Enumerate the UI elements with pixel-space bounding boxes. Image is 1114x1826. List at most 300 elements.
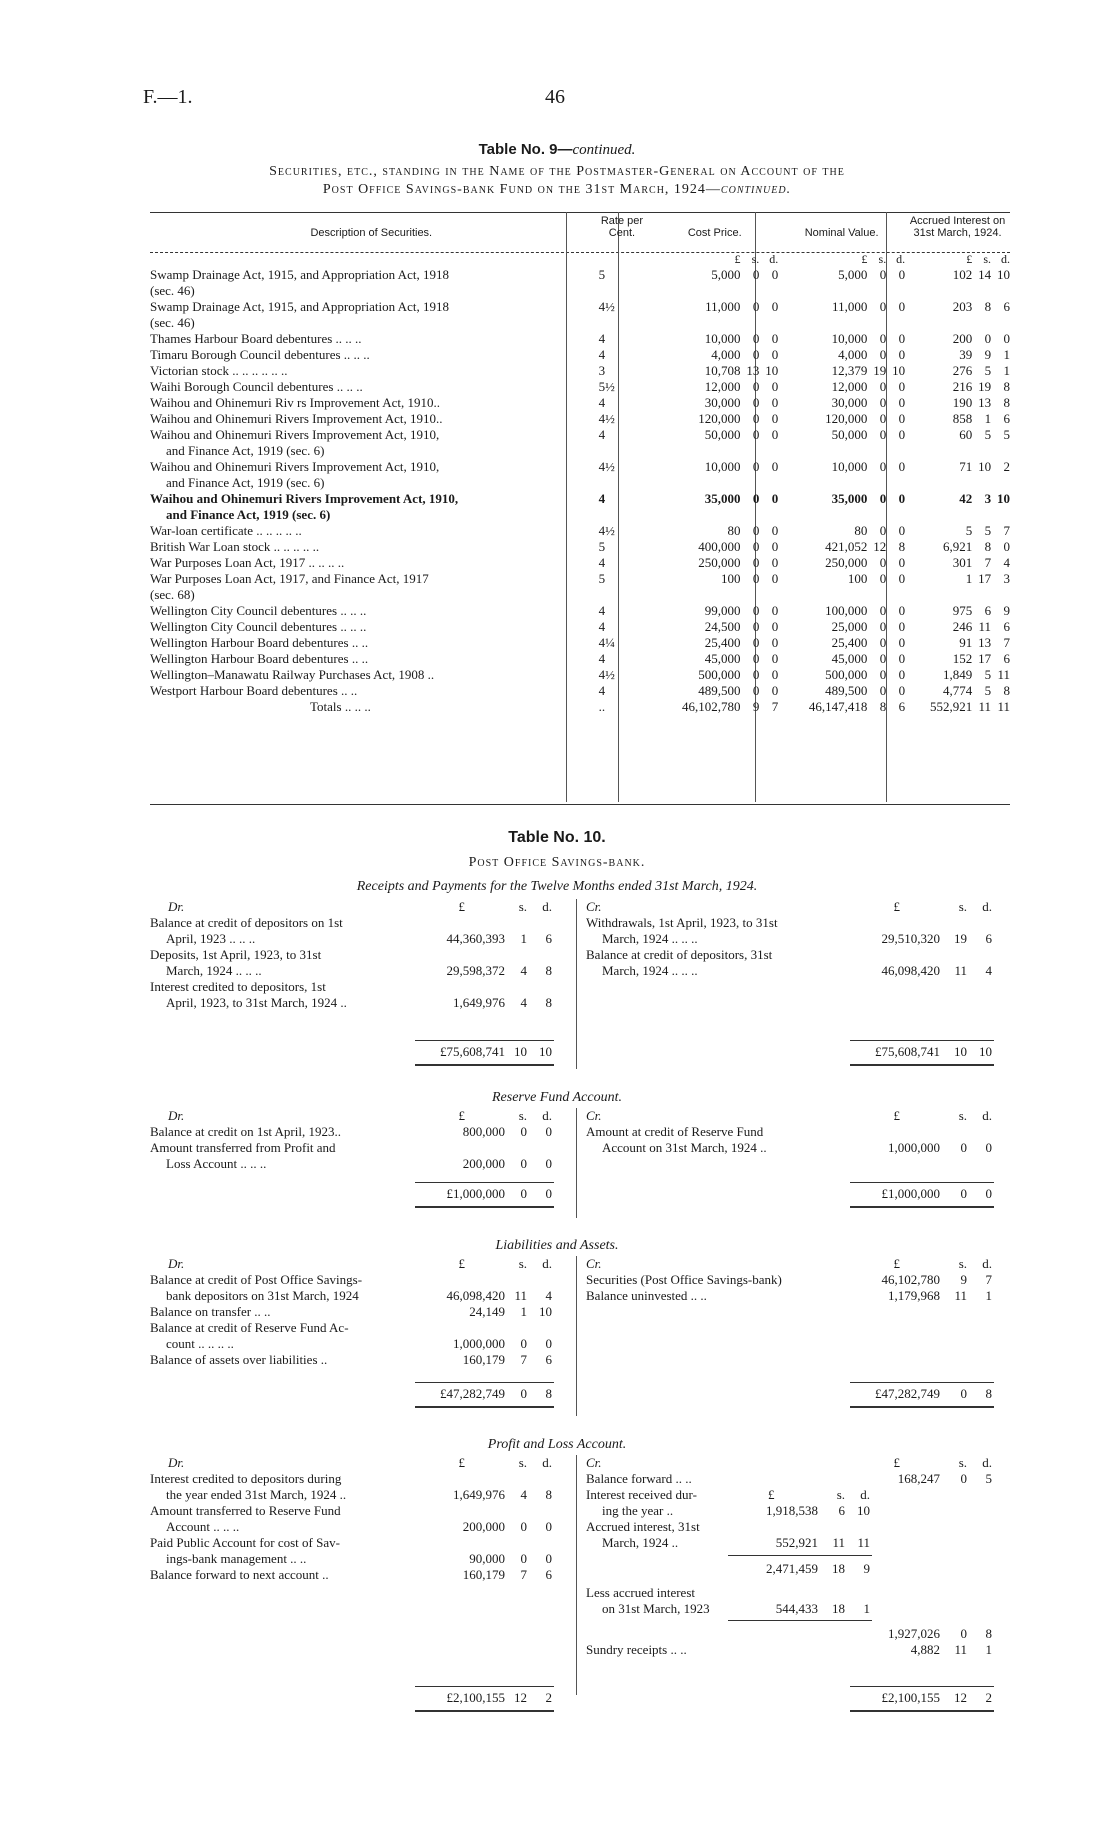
total-top-rule: [850, 1686, 994, 1687]
entry-label: bank depositors on 31st March, 1924: [166, 1288, 359, 1303]
cell-s: 0: [752, 619, 760, 634]
entry-label: Account .. .. ..: [166, 1519, 240, 1534]
cell-s: 10: [978, 459, 992, 474]
security-row: [150, 331, 1010, 347]
cell-nv: 500,000: [825, 667, 868, 682]
col-cost-header: Cost Price.: [687, 227, 742, 239]
unit-pound: £: [458, 1455, 465, 1470]
entry-pence: 6: [545, 1567, 552, 1582]
security-desc: Waihou and Ohinemuri Rivers Improvement Act, 1910, and Finance Act, 1919 (sec. 6): [150, 491, 459, 522]
entry-amount: 160,179: [462, 1567, 505, 1582]
col-nominal-header: Nominal Value.: [804, 227, 879, 239]
security-desc: Victorian stock .. .. .. .. .. ..: [150, 363, 288, 378]
subtotal-amount: 2,471,459: [766, 1561, 818, 1576]
cell-rate: 4: [598, 555, 606, 570]
total-pence: 2: [545, 1690, 552, 1705]
entry-shillings: 6: [838, 1503, 845, 1518]
cell-ai: 60: [959, 427, 973, 442]
cell-cp: 10,000: [704, 331, 741, 346]
cell-d: 0: [771, 635, 779, 650]
cell-rate: 5: [598, 539, 606, 554]
col-rate-header: Rate per Cent.: [600, 215, 644, 239]
total-top-rule: [415, 1686, 554, 1687]
unit-s: s.: [958, 1256, 967, 1271]
entry-amount: 1,927,026: [888, 1626, 940, 1641]
entry-shillings: 11: [954, 1288, 967, 1303]
security-row: [150, 667, 1010, 683]
table10-title: Table No. 10.: [508, 829, 606, 846]
col-accrued-header: Accrued Interest on 31st March, 1924.: [909, 215, 1006, 239]
cell-d: 0: [771, 459, 779, 474]
cell-s: 0: [879, 267, 887, 282]
total-amount: £2,100,155: [881, 1690, 940, 1705]
cell-cp: 99,000: [704, 603, 741, 618]
cell-d: 0: [771, 539, 779, 554]
cell-d: 0: [771, 331, 779, 346]
cell-ai: 1: [965, 571, 973, 586]
total-pence: 0: [545, 1186, 552, 1201]
cell-s: 9: [984, 347, 992, 362]
cell-nv: 250,000: [825, 555, 868, 570]
entry-pence: 6: [985, 931, 992, 946]
entry-label: Deposits, 1st April, 1923, to 31st: [150, 947, 322, 962]
entry-label: Amount transferred from Profit and: [150, 1140, 336, 1155]
cell-nv: 100: [847, 571, 868, 586]
cell-s: 0: [879, 491, 887, 506]
entry-pence: 10: [857, 1503, 870, 1518]
entry-label: Interest received dur-: [586, 1487, 697, 1502]
cell-ai: 276: [952, 363, 973, 378]
total-pence: 0: [985, 1186, 992, 1201]
total-amount: £47,282,749: [875, 1386, 940, 1401]
cell-s: 0: [752, 427, 760, 442]
total-pence: 8: [985, 1386, 992, 1401]
total-shillings: 10: [514, 1044, 527, 1059]
cell-s: 19: [873, 363, 887, 378]
cell-nv: 50,000: [831, 427, 868, 442]
cell-rate: 4: [598, 683, 606, 698]
column-divider: [576, 899, 577, 1069]
cell-d: 0: [771, 347, 779, 362]
cell-d: 0: [898, 299, 906, 314]
cell-s: 5: [984, 683, 992, 698]
cell-s: 0: [752, 331, 760, 346]
cell-s: 0: [984, 331, 992, 346]
entry-amount: 552,921: [775, 1535, 818, 1550]
cell-d: 0: [771, 619, 779, 634]
security-desc: Waihou and Ohinemuri Rivers Improvement Act, 1910, and Finance Act, 1919 (sec. 6): [150, 459, 440, 490]
entry-shillings: 4: [520, 963, 527, 978]
cell-d: 0: [771, 379, 779, 394]
table9-title: Table No. 9—continued.: [478, 141, 636, 158]
cell-cp: 24,500: [704, 619, 741, 634]
unit-pound: £: [458, 1256, 465, 1271]
entry-label: Balance of assets over liabilities ..: [150, 1352, 328, 1367]
table9-top-rule: [150, 212, 1010, 213]
cell-rate: 4: [598, 619, 606, 634]
total-bottom-rule: [850, 1710, 994, 1712]
totals-accrued-d: 11: [997, 699, 1010, 714]
entry-amount: 800,000: [462, 1124, 505, 1139]
cell-cp: 12,000: [704, 379, 741, 394]
total-bottom-rule: [850, 1064, 994, 1066]
receipts-payments-caption: Receipts and Payments for the Twelve Months ended 31st March, 1924.: [356, 879, 758, 894]
entry-label: ing the year ..: [602, 1503, 674, 1518]
cell-ai: 203: [952, 299, 973, 314]
cell-cp: 400,000: [698, 539, 741, 554]
unit-d: d.: [982, 1256, 992, 1271]
entry-amount: 1,649,976: [453, 995, 505, 1010]
cell-rate: 4½: [598, 459, 615, 474]
dr-label: Dr.: [168, 1455, 185, 1470]
cell-s: 0: [752, 683, 760, 698]
security-row: [150, 427, 1010, 459]
cell-d: 0: [898, 635, 906, 650]
entry-pence: 0: [545, 1519, 552, 1534]
entry-pence: 8: [545, 1487, 552, 1502]
cell-ai: 190: [952, 395, 973, 410]
unit-d: d.: [982, 1455, 992, 1470]
profit-loss-caption: Profit and Loss Account.: [487, 1437, 627, 1452]
entry-shillings: 0: [520, 1156, 527, 1171]
entry-label: Balance forward to next account ..: [150, 1567, 329, 1582]
dr-label: Dr.: [168, 1256, 185, 1271]
entry-shillings: 0: [520, 1124, 527, 1139]
cell-s: 8: [984, 299, 992, 314]
cell-s: 0: [752, 347, 760, 362]
cell-s: 0: [752, 299, 760, 314]
unit-s: s.: [836, 1487, 845, 1502]
entry-amount: 29,510,320: [881, 931, 940, 946]
cell-ai: 1,849: [942, 667, 973, 682]
entry-amount: 1,000,000: [453, 1336, 505, 1351]
unit-d: d.: [769, 252, 779, 266]
cell-s: 0: [752, 651, 760, 666]
unit-pound: £: [893, 1455, 900, 1470]
security-row: [150, 363, 1010, 379]
cell-rate: 4: [598, 347, 606, 362]
cell-ai: 858: [952, 411, 973, 426]
unit-pound: £: [893, 1256, 900, 1271]
entry-label: Amount transferred to Reserve Fund: [150, 1503, 341, 1518]
cell-nv: 4,000: [838, 347, 868, 362]
total-shillings: 0: [960, 1386, 967, 1401]
cell-s: 1: [984, 411, 992, 426]
cell-s: 5: [984, 523, 992, 538]
cell-d: 0: [898, 459, 906, 474]
securities-table: [150, 215, 1010, 715]
entry-amount: 90,000: [469, 1551, 505, 1566]
total-bottom-rule: [415, 1406, 554, 1408]
cell-cp: 120,000: [698, 411, 741, 426]
cell-ai: 200: [952, 331, 973, 346]
cell-d: 0: [771, 555, 779, 570]
column-divider: [576, 1256, 577, 1416]
col-desc-header: Description of Securities.: [310, 227, 433, 239]
entry-shillings: 7: [520, 1567, 527, 1582]
cell-rate: 5: [598, 267, 606, 282]
document-ref: F.—1.: [143, 86, 193, 108]
security-desc: Swamp Drainage Act, 1915, and Appropriation Act, 1918 (sec. 46): [150, 267, 449, 298]
security-desc: War Purposes Loan Act, 1917, and Finance Act, 1917 (sec. 68): [150, 571, 429, 602]
cell-d: 8: [1003, 395, 1010, 410]
reserve-caption: Reserve Fund Account.: [492, 1090, 622, 1105]
cell-s: 0: [752, 379, 760, 394]
dr-label: Dr.: [168, 899, 185, 914]
cell-d: 0: [898, 571, 906, 586]
entry-shillings: 11: [832, 1535, 845, 1550]
entry-shillings: 4: [520, 1487, 527, 1502]
entry-label: on 31st March, 1923: [602, 1601, 710, 1616]
cell-cp: 489,500: [698, 683, 741, 698]
cell-cp: 50,000: [704, 427, 741, 442]
total-shillings: 10: [954, 1044, 967, 1059]
entry-shillings: 4: [520, 995, 527, 1010]
entry-shillings: 11: [954, 1642, 967, 1657]
security-row: [150, 411, 1010, 427]
total-top-rule: [415, 1182, 554, 1183]
cell-ai: 975: [952, 603, 973, 618]
cell-d: 0: [771, 411, 779, 426]
unit-s: s.: [518, 1455, 527, 1470]
entry-amount: 1,918,538: [766, 1503, 818, 1518]
entry-pence: 0: [545, 1124, 552, 1139]
cell-d: 0: [771, 299, 779, 314]
unit-d: d.: [982, 899, 992, 914]
cell-s: 0: [752, 523, 760, 538]
totals-cost: 46,102,780: [681, 699, 741, 714]
security-row: [150, 395, 1010, 411]
cell-d: 0: [771, 667, 779, 682]
entry-shillings: 19: [954, 931, 967, 946]
cell-ai: 42: [959, 491, 973, 506]
cell-d: 0: [771, 427, 779, 442]
total-top-rule: [850, 1182, 994, 1183]
cell-d: 10: [997, 267, 1010, 282]
entry-pence: 4: [545, 1288, 552, 1303]
total-amount: £1,000,000: [446, 1186, 505, 1201]
entry-amount: 24,149: [469, 1304, 505, 1319]
cell-d: 0: [771, 523, 779, 538]
entry-shillings: 1: [520, 931, 527, 946]
cr-label: Cr.: [586, 1455, 602, 1470]
entry-pence: 0: [545, 1551, 552, 1566]
cell-d: 0: [771, 395, 779, 410]
entry-pence: 6: [545, 931, 552, 946]
cell-d: 0: [771, 571, 779, 586]
dr-label: Dr.: [168, 1108, 185, 1123]
unit-d: d.: [542, 1256, 552, 1271]
cell-d: 0: [898, 267, 906, 282]
entry-pence: 8: [545, 963, 552, 978]
cell-rate: 4: [598, 603, 606, 618]
cell-s: 0: [879, 427, 887, 442]
cell-d: 0: [898, 555, 906, 570]
cell-d: 0: [1003, 539, 1010, 554]
unit-s: s.: [518, 1108, 527, 1123]
unit-s: s.: [958, 899, 967, 914]
cell-s: 13: [978, 395, 992, 410]
totals-rate: ..: [598, 699, 606, 714]
cell-nv: 45,000: [831, 651, 868, 666]
total-bottom-rule: [415, 1064, 554, 1066]
total-pence: 10: [539, 1044, 552, 1059]
subtotal-rule: [728, 1555, 872, 1556]
total-amount: £2,100,155: [446, 1690, 505, 1705]
security-desc: Waihou and Ohinemuri Rivers Improvement Act, 1910, and Finance Act, 1919 (sec. 6): [150, 427, 440, 458]
cell-s: 0: [879, 523, 887, 538]
cell-rate: 4½: [598, 667, 615, 682]
unit-s: s.: [878, 252, 887, 266]
cell-s: 0: [879, 619, 887, 634]
entry-pence: 10: [539, 1304, 552, 1319]
entry-pence: 0: [985, 1140, 992, 1155]
cell-rate: 4½: [598, 411, 615, 426]
cell-d: 0: [898, 683, 906, 698]
unit-pound: £: [893, 1108, 900, 1123]
cell-s: 14: [978, 267, 992, 282]
cell-nv: 421,052: [825, 539, 868, 554]
total-pence: 2: [985, 1690, 992, 1705]
security-desc: British War Loan stock .. .. .. .. ..: [150, 539, 320, 554]
cell-s: 3: [984, 491, 992, 506]
cell-rate: 4½: [598, 299, 615, 314]
entry-label: Balance on transfer .. ..: [150, 1304, 271, 1319]
entry-shillings: 0: [960, 1140, 967, 1155]
total-shillings: 0: [960, 1186, 967, 1201]
entry-label: March, 1924 ..: [602, 1535, 679, 1550]
cell-cp: 11,000: [705, 299, 741, 314]
entry-amount: 4,882: [910, 1642, 940, 1657]
total-bottom-rule: [415, 1710, 554, 1712]
entry-label: April, 1923, to 31st March, 1924 ..: [166, 995, 347, 1010]
cell-s: 13: [746, 363, 760, 378]
cell-s: 0: [752, 571, 760, 586]
cell-cp: 10,000: [704, 459, 741, 474]
entry-shillings: 11: [514, 1288, 527, 1303]
cell-rate: 4: [598, 427, 606, 442]
cell-s: 0: [879, 331, 887, 346]
cell-nv: 5,000: [838, 267, 868, 282]
totals-cost-s: 9: [752, 699, 760, 714]
total-bottom-rule: [850, 1406, 994, 1408]
cell-d: 0: [1003, 331, 1010, 346]
cell-rate: 4: [598, 651, 606, 666]
table9-bottom-rule: [150, 804, 1010, 805]
cell-nv: 35,000: [831, 491, 868, 506]
entry-pence: 7: [985, 1272, 992, 1287]
unit-pound: £: [768, 1487, 775, 1502]
cell-d: 7: [1003, 523, 1010, 538]
cell-d: 6: [1003, 651, 1010, 666]
entry-label: Balance at credit of depositors on 1st: [150, 915, 343, 930]
cell-s: 5: [984, 667, 992, 682]
cell-nv: 30,000: [831, 395, 868, 410]
cell-s: 0: [752, 555, 760, 570]
cell-cp: 35,000: [704, 491, 741, 506]
table9-header-row: [150, 215, 1010, 251]
cell-rate: 4: [598, 331, 606, 346]
security-row: [150, 299, 1010, 331]
cell-cp: 250,000: [698, 555, 741, 570]
unit-s: s.: [518, 899, 527, 914]
cell-d: 5: [1003, 427, 1010, 442]
entry-label: Sundry receipts .. ..: [586, 1642, 687, 1657]
cell-cp: 500,000: [698, 667, 741, 682]
cell-nv: 10,000: [831, 459, 868, 474]
entry-amount: 1,179,968: [888, 1288, 940, 1303]
unit-pound: £: [734, 252, 741, 266]
entry-label: Loss Account .. .. ..: [166, 1156, 267, 1171]
column-divider: [576, 1108, 577, 1218]
entry-shillings: 18: [832, 1601, 845, 1616]
security-row: [150, 379, 1010, 395]
total-top-rule: [850, 1040, 994, 1041]
entry-label: Securities (Post Office Savings-bank): [586, 1272, 782, 1287]
unit-d: d.: [1001, 252, 1010, 266]
cr-label: Cr.: [586, 1256, 602, 1271]
security-row: [150, 651, 1010, 667]
entry-label: Amount at credit of Reserve Fund: [586, 1124, 764, 1139]
cell-nv: 120,000: [825, 411, 868, 426]
entry-label: March, 1924 .. .. ..: [602, 963, 698, 978]
cell-s: 0: [752, 667, 760, 682]
entry-label: Balance at credit of depositors, 31st: [586, 947, 773, 962]
entry-label: March, 1924 .. .. ..: [602, 931, 698, 946]
cell-d: 1: [1003, 363, 1010, 378]
cell-s: 5: [984, 427, 992, 442]
unit-d: d.: [982, 1108, 992, 1123]
subtotal-shillings: 18: [832, 1561, 845, 1576]
cell-s: 0: [879, 555, 887, 570]
cell-d: 0: [898, 619, 906, 634]
security-desc: Waihi Borough Council debentures .. .. ..: [150, 379, 363, 394]
cell-nv: 10,000: [831, 331, 868, 346]
cell-cp: 100: [720, 571, 741, 586]
cell-cp: 80: [727, 523, 741, 538]
entry-label: Interest credited to depositors during: [150, 1471, 342, 1486]
cell-s: 0: [752, 267, 760, 282]
total-amount: £47,282,749: [440, 1386, 505, 1401]
cell-ai: 6,921: [942, 539, 973, 554]
entry-label: Balance uninvested .. ..: [586, 1288, 707, 1303]
entry-shillings: 0: [520, 1336, 527, 1351]
total-shillings: 12: [954, 1690, 967, 1705]
unit-s: s.: [751, 252, 760, 266]
security-row: [150, 491, 1010, 523]
cell-cp: 25,400: [704, 635, 741, 650]
cell-s: 0: [879, 571, 887, 586]
cell-d: 9: [1003, 603, 1010, 618]
unit-s: s.: [958, 1108, 967, 1123]
entry-shillings: 0: [960, 1626, 967, 1641]
security-desc: Westport Harbour Board debentures .. ..: [150, 683, 358, 698]
cell-rate: 5: [598, 571, 606, 586]
cell-ai: 152: [952, 651, 973, 666]
cell-d: 7: [1003, 635, 1010, 650]
entry-label: Interest credited to depositors, 1st: [150, 979, 326, 994]
cell-s: 0: [752, 411, 760, 426]
entry-pence: 6: [545, 1352, 552, 1367]
cell-rate: 4½: [598, 523, 615, 538]
cell-d: 0: [898, 379, 906, 394]
cell-d: 0: [898, 427, 906, 442]
entry-amount: 44,360,393: [446, 931, 505, 946]
cell-d: 0: [898, 395, 906, 410]
cell-d: 0: [898, 411, 906, 426]
cell-s: 17: [978, 571, 992, 586]
cell-s: 0: [879, 347, 887, 362]
